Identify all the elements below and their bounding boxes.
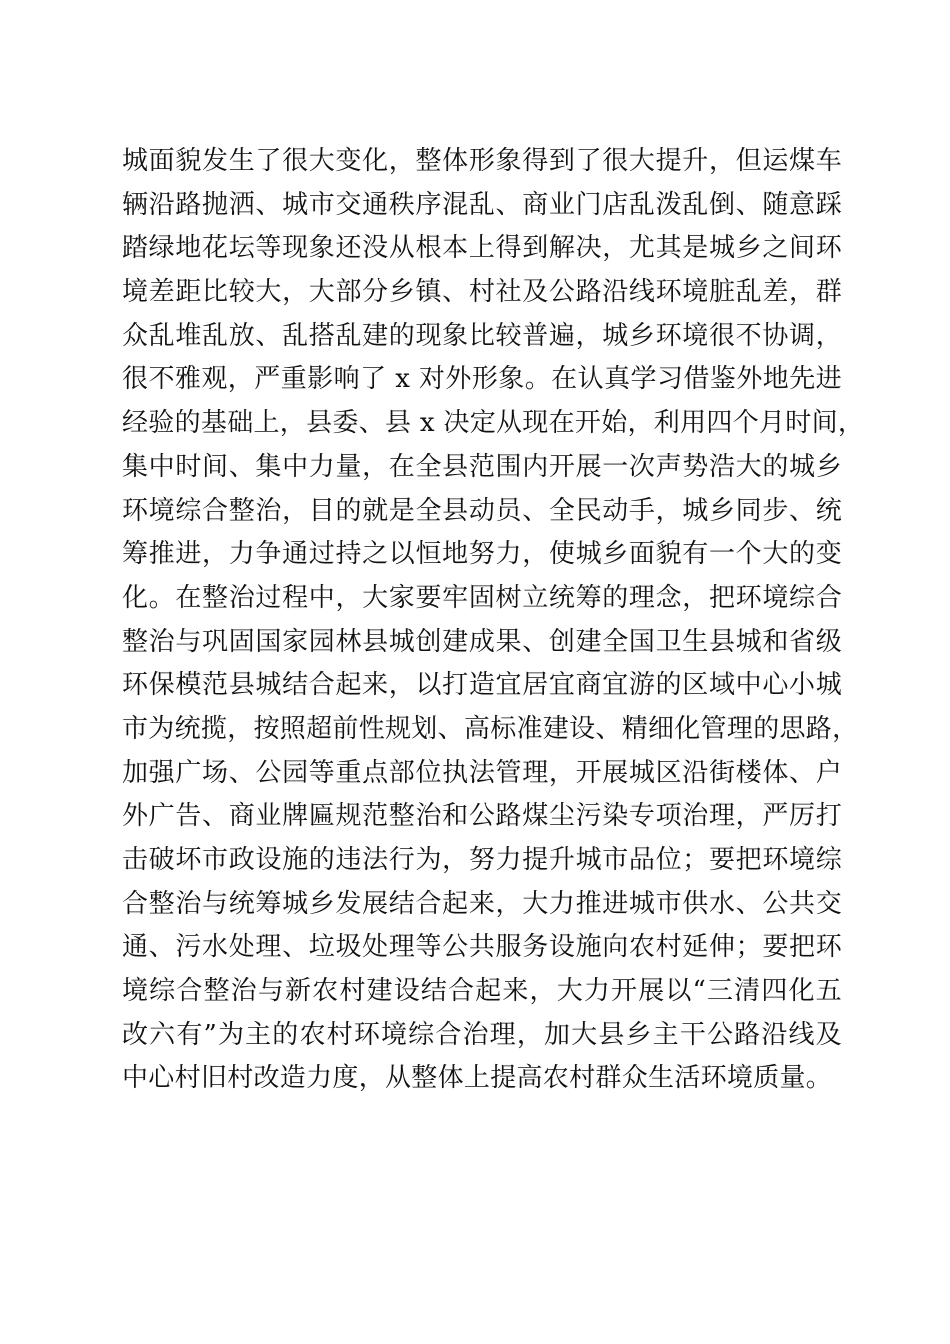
text-line: 很不雅观，严重影响了 x 对外形象。在认真学习借鉴外地先进	[122, 364, 842, 395]
text-line: 集中时间、集中力量，在全县范围内开展一次声势浩大的城乡	[122, 451, 842, 482]
text-line: 踏绿地花坛等现象还没从根本上得到解决，尤其是城乡之间环	[122, 233, 842, 264]
text-line: 通、污水处理、垃圾处理等公共服务设施向农村延伸；要把环	[122, 932, 842, 963]
text-line: 中心村旧村改造力度，从整体上提高农村群众生活环境质量。	[122, 1063, 833, 1094]
text-line: 加强广场、公园等重点部位执法管理，开展城区沿街楼体、户	[122, 757, 842, 788]
text-line: 化。在整治过程中，大家要牢固树立统筹的理念，把环境综合	[122, 582, 842, 613]
text-line: 筹推进，力争通过持之以恒地努力，使城乡面貌有一个大的变	[122, 539, 842, 570]
text-line: 合整治与统筹城乡发展结合起来，大力推进城市供水、公共交	[122, 888, 842, 919]
text-line: 经验的基础上，县委、县 x 决定从现在开始，利用四个月时间，	[122, 408, 865, 439]
text-line: 环保模范县城结合起来，以打造宜居宜商宜游的区域中心小城	[122, 670, 842, 701]
text-line: 外广告、商业牌匾规范整治和公路煤尘污染专项治理，严厉打	[122, 801, 842, 832]
body-paragraph	[122, 140, 865, 1101]
text-line: 城面貌发生了很大变化，整体形象得到了很大提升，但运煤车	[122, 146, 842, 176]
text-line: 境差距比较大，大部分乡镇、村社及公路沿线环境脏乱差，群	[122, 277, 842, 308]
text-line: 环境综合整治，目的就是全县动员、全民动手，城乡同步、统	[122, 495, 842, 526]
text-line: 改六有”为主的农村环境综合治理，加大县乡主干公路沿线及	[122, 1019, 842, 1050]
text-line: 辆沿路抛洒、城市交通秩序混乱、商业门店乱泼乱倒、随意踩	[122, 189, 842, 220]
text-line: 整治与巩固国家园林县城创建成果、创建全国卫生县城和省级	[122, 626, 842, 657]
text-line: 众乱堆乱放、乱搭乱建的现象比较普遍，城乡环境很不协调，	[122, 320, 842, 351]
text-line: 境综合整治与新农村建设结合起来，大力开展以“三清四化五	[122, 976, 842, 1007]
text-line: 击破坏市政设施的违法行为，努力提升城市品位；要把环境综	[122, 845, 842, 875]
text-line: 市为统揽，按照超前性规划、高标准建设、精细化管理的思路，	[122, 713, 859, 744]
